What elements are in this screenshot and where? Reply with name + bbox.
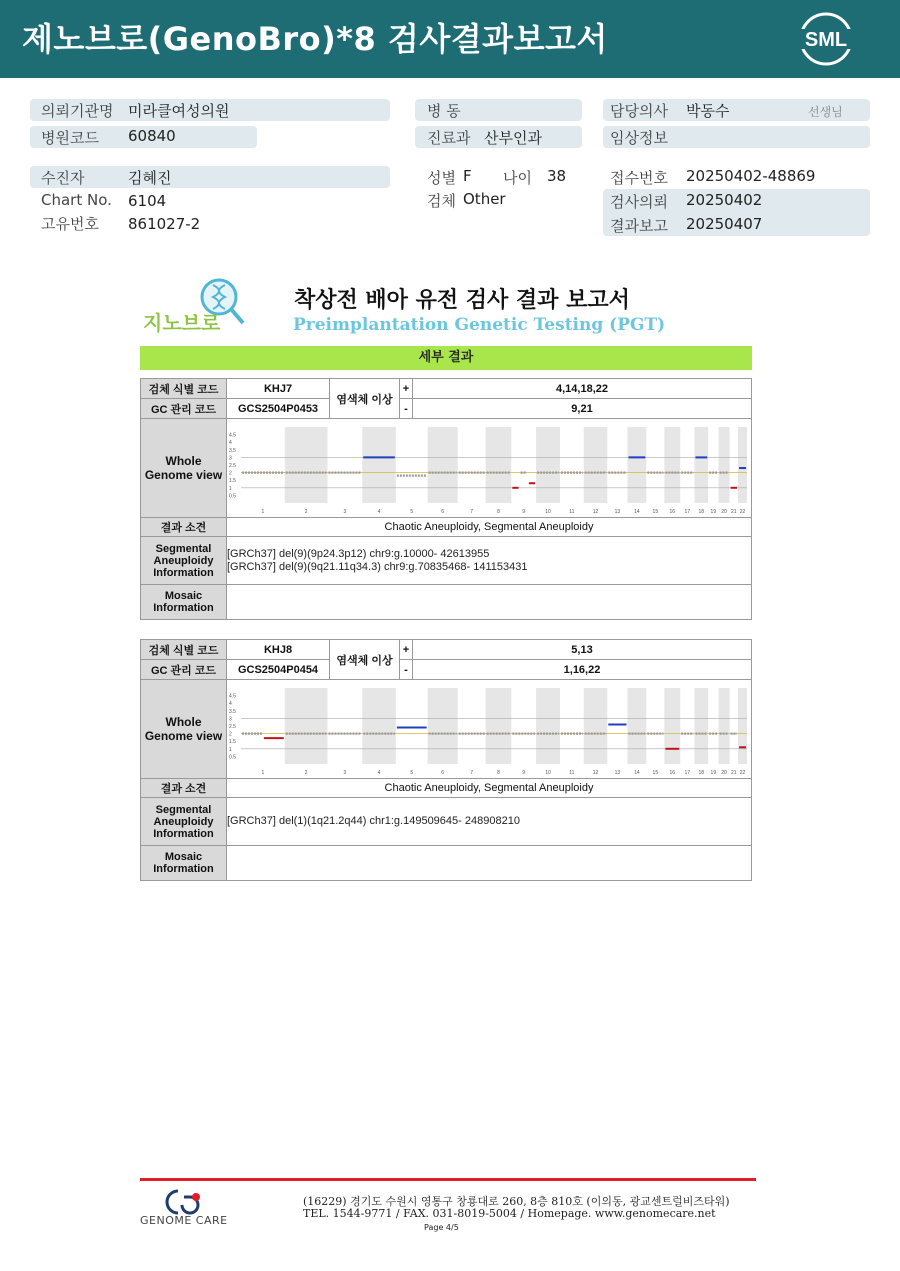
hospital-code-value: 60840 (128, 127, 176, 145)
chromosome-label: 10 (545, 770, 551, 776)
y-tick-label: 2.5 (229, 724, 236, 730)
loss-chromosomes: 1,16,22 (413, 660, 752, 680)
plus-sign: + (400, 379, 413, 399)
chromosome-label: 8 (497, 770, 500, 776)
sample-code-label: 검체 식별 코드 (141, 379, 227, 399)
chromosome-band (362, 427, 396, 503)
clinical-label: 임상정보 (610, 129, 668, 147)
gc-code-label: GC 관리 코드 (141, 399, 227, 419)
gc-code-value: GCS2504P0453 (227, 399, 330, 419)
sample-table-1 (140, 378, 752, 620)
chromosome-band (285, 427, 328, 503)
chromosome-band (738, 427, 747, 503)
chromosome-label: 16 (669, 509, 676, 515)
sample-code-value: KHJ7 (227, 379, 330, 399)
segmental-line: [GRCh37] del(1)(1q21.2q44) chr1:g.149509645- 248908210 (227, 815, 520, 827)
whole-genome-label: Whole Genome view (141, 419, 227, 518)
chromosome-label: 22 (739, 770, 746, 776)
sex-label: 성별 (427, 169, 456, 187)
chromosome-label: 13 (614, 770, 621, 776)
genobro-logo (143, 275, 253, 337)
chrom-abn-label: 염색체 이상 (330, 640, 400, 680)
id-label: 고유번호 (41, 215, 99, 233)
chromosome-band (428, 688, 458, 764)
request-label: 검사의뢰 (610, 193, 668, 211)
institution-label: 의뢰기관명 (41, 102, 114, 120)
chromosome-label: 14 (634, 509, 640, 515)
id-value: 861027-2 (128, 215, 201, 233)
footer-rule (140, 1178, 756, 1181)
y-tick-label: 4 (229, 701, 232, 708)
chromosome-band (694, 427, 708, 503)
y-tick-label: 2 (229, 470, 232, 477)
mosaic-info (227, 585, 752, 620)
y-tick-label: 1.5 (229, 478, 236, 485)
footer-address: (16229) 경기도 수원시 영통구 창룡대로 260, 8층 810호 (이의동, 광교센트럴비즈타워) (303, 1195, 730, 1208)
doctor-label: 담당의사 (610, 102, 668, 120)
chromosome-label: 2 (304, 770, 308, 776)
chromosome-band (664, 688, 680, 764)
sml-logo (798, 11, 854, 67)
chromosome-label: 7 (470, 509, 474, 515)
age-value: 38 (547, 167, 567, 185)
specimen-value: Other (463, 190, 506, 208)
chromosome-label: 17 (684, 770, 691, 776)
chart-value: 6104 (128, 192, 167, 210)
finding-value: Chaotic Aneuploidy, Segmental Aneuploidy (227, 779, 752, 798)
mosaic-label: Mosaic Information (141, 846, 227, 881)
chart-label: Chart No. (41, 191, 112, 209)
chromosome-label: 18 (698, 770, 705, 776)
chromosome-band (486, 688, 512, 764)
chromosome-label: 21 (731, 770, 737, 776)
chromosome-label: 15 (652, 770, 659, 776)
loss-chromosomes: 9,21 (413, 399, 752, 419)
y-tick-label: 1 (229, 485, 232, 492)
patient-name-label: 수진자 (41, 169, 85, 187)
y-tick-label: 0.5 (229, 493, 236, 500)
chromosome-band (536, 688, 560, 764)
genome-plot-2 (227, 680, 753, 778)
genome-care-logo (160, 1187, 208, 1217)
sex-value: F (463, 167, 472, 185)
segmental-line: [GRCh37] del(9)(9p24.3p12) chr9:g.10000- 42613955 (227, 547, 490, 560)
chromosome-label: 14 (634, 770, 640, 776)
chromosome-band (285, 688, 328, 764)
mosaic-info (227, 846, 752, 881)
chromosome-band (362, 688, 396, 764)
chromosome-label: 10 (545, 509, 551, 515)
whole-genome-view (227, 419, 752, 518)
chromosome-band (584, 427, 608, 503)
finding-label: 결과 소견 (141, 779, 227, 798)
chromosome-band (428, 427, 458, 503)
chromosome-label: 16 (669, 770, 676, 776)
chromosome-label: 5 (410, 509, 414, 515)
chromosome-label: 3 (343, 770, 347, 776)
gc-code-label: GC 관리 코드 (141, 660, 227, 680)
y-tick-label: 0.5 (229, 754, 236, 761)
footer-contact: TEL. 1544-9771 / FAX. 031-8019-5004 / Homepage. www.genomecare.net (303, 1207, 716, 1220)
chromosome-label: 8 (497, 509, 500, 515)
chromosome-band (664, 427, 680, 503)
genome-plot-1 (227, 419, 753, 517)
department-value: 산부인과 (484, 129, 542, 147)
ward-label: 병 동 (427, 102, 461, 120)
chromosome-label: 1 (261, 509, 265, 515)
y-tick-label: 4 (229, 440, 232, 447)
sample-code-value: KHJ8 (227, 640, 330, 660)
segmental-line: [GRCh37] del(9)(9q21.11q34.3) chr9:g.70835468- 141153431 (227, 560, 528, 573)
chromosome-label: 3 (343, 509, 347, 515)
plus-sign: + (400, 640, 413, 660)
receipt-value: 20250402-48869 (686, 167, 816, 185)
segmental-label: Segmental Aneuploidy Information (141, 537, 227, 585)
y-tick-label: 4.5 (229, 693, 236, 700)
y-tick-label: 3.5 (229, 447, 236, 454)
report-header (0, 0, 900, 78)
chromosome-label: 22 (739, 509, 746, 515)
doctor-value: 박동수 (686, 102, 730, 120)
chromosome-label: 5 (410, 770, 414, 776)
gc-code-value: GCS2504P0454 (227, 660, 330, 680)
chromosome-label: 17 (684, 509, 691, 515)
chromosome-label: 9 (522, 770, 526, 776)
chromosome-label: 11 (569, 509, 575, 515)
receipt-label: 접수번호 (610, 169, 668, 187)
report-title: 제노브로(GenoBro)*8 검사결과보고서 (22, 20, 608, 58)
chromosome-band (627, 427, 646, 503)
chromosome-label: 4 (377, 509, 381, 515)
chromosome-band (719, 427, 730, 503)
section-header: 세부 결과 (140, 346, 752, 370)
chromosome-label: 19 (710, 509, 717, 515)
report-date-value: 20250407 (686, 215, 763, 233)
chromosome-band (627, 688, 646, 764)
report-date-label: 결과보고 (610, 217, 668, 235)
sample-code-label: 검체 식별 코드 (141, 640, 227, 660)
y-tick-label: 3 (229, 716, 232, 723)
genome-care-wordmark: GENOME CARE (140, 1214, 228, 1227)
chromosome-label: 20 (721, 770, 727, 776)
chromosome-label: 18 (698, 509, 705, 515)
hospital-code-label: 병원코드 (41, 129, 99, 147)
segmental-label: Segmental Aneuploidy Information (141, 798, 227, 846)
svg-text:지노브로: 지노브로 (143, 311, 221, 335)
y-tick-label: 3 (229, 455, 232, 462)
chromosome-band (694, 688, 708, 764)
y-tick-label: 1 (229, 746, 232, 753)
chromosome-label: 19 (710, 770, 717, 776)
chromosome-label: 9 (522, 509, 526, 515)
segmental-info (227, 798, 752, 846)
chromosome-band (584, 688, 608, 764)
chromosome-label: 21 (731, 509, 737, 515)
y-tick-label: 1.5 (229, 739, 236, 746)
chromosome-label: 20 (721, 509, 727, 515)
mosaic-label: Mosaic Information (141, 585, 227, 620)
request-value: 20250402 (686, 191, 763, 209)
finding-label: 결과 소견 (141, 518, 227, 537)
chromosome-label: 7 (470, 770, 474, 776)
chromosome-label: 4 (377, 770, 381, 776)
svg-text:SML: SML (804, 29, 848, 51)
pgt-subtitle: Preimplantation Genetic Testing (PGT) (293, 315, 666, 335)
chrom-abn-label: 염색체 이상 (330, 379, 400, 419)
minus-sign: - (400, 399, 413, 419)
department-label: 진료과 (427, 129, 471, 147)
y-tick-label: 3.5 (229, 708, 236, 715)
chromosome-label: 11 (569, 770, 575, 776)
chromosome-band (719, 688, 730, 764)
y-tick-label: 2.5 (229, 463, 236, 469)
finding-value: Chaotic Aneuploidy, Segmental Aneuploidy (227, 518, 752, 537)
page-number: Page 4/5 (424, 1223, 459, 1232)
y-tick-label: 4.5 (229, 432, 236, 439)
chromosome-band (738, 688, 747, 764)
chromosome-band (536, 427, 560, 503)
gain-chromosomes: 4,14,18,22 (413, 379, 752, 399)
whole-genome-label: Whole Genome view (141, 680, 227, 779)
chromosome-band (486, 427, 512, 503)
doctor-suffix: 선생님 (808, 105, 843, 119)
chromosome-label: 13 (614, 509, 621, 515)
minus-sign: - (400, 660, 413, 680)
sample-table-2 (140, 639, 752, 881)
chromosome-label: 1 (261, 770, 265, 776)
age-label: 나이 (503, 169, 532, 187)
y-tick-label: 2 (229, 731, 232, 738)
gain-chromosomes: 5,13 (413, 640, 752, 660)
institution-value: 미라클여성의원 (128, 102, 230, 120)
chromosome-label: 2 (304, 509, 308, 515)
whole-genome-view (227, 680, 752, 779)
chromosome-label: 6 (441, 509, 445, 515)
chromosome-label: 12 (592, 770, 599, 776)
chromosome-label: 12 (592, 509, 599, 515)
specimen-label: 검체 (427, 192, 456, 210)
chromosome-label: 15 (652, 509, 659, 515)
segmental-info (227, 537, 752, 585)
chromosome-label: 6 (441, 770, 445, 776)
pgt-title: 착상전 배아 유전 검사 결과 보고서 (294, 288, 630, 313)
patient-name-value: 김혜진 (128, 169, 172, 187)
